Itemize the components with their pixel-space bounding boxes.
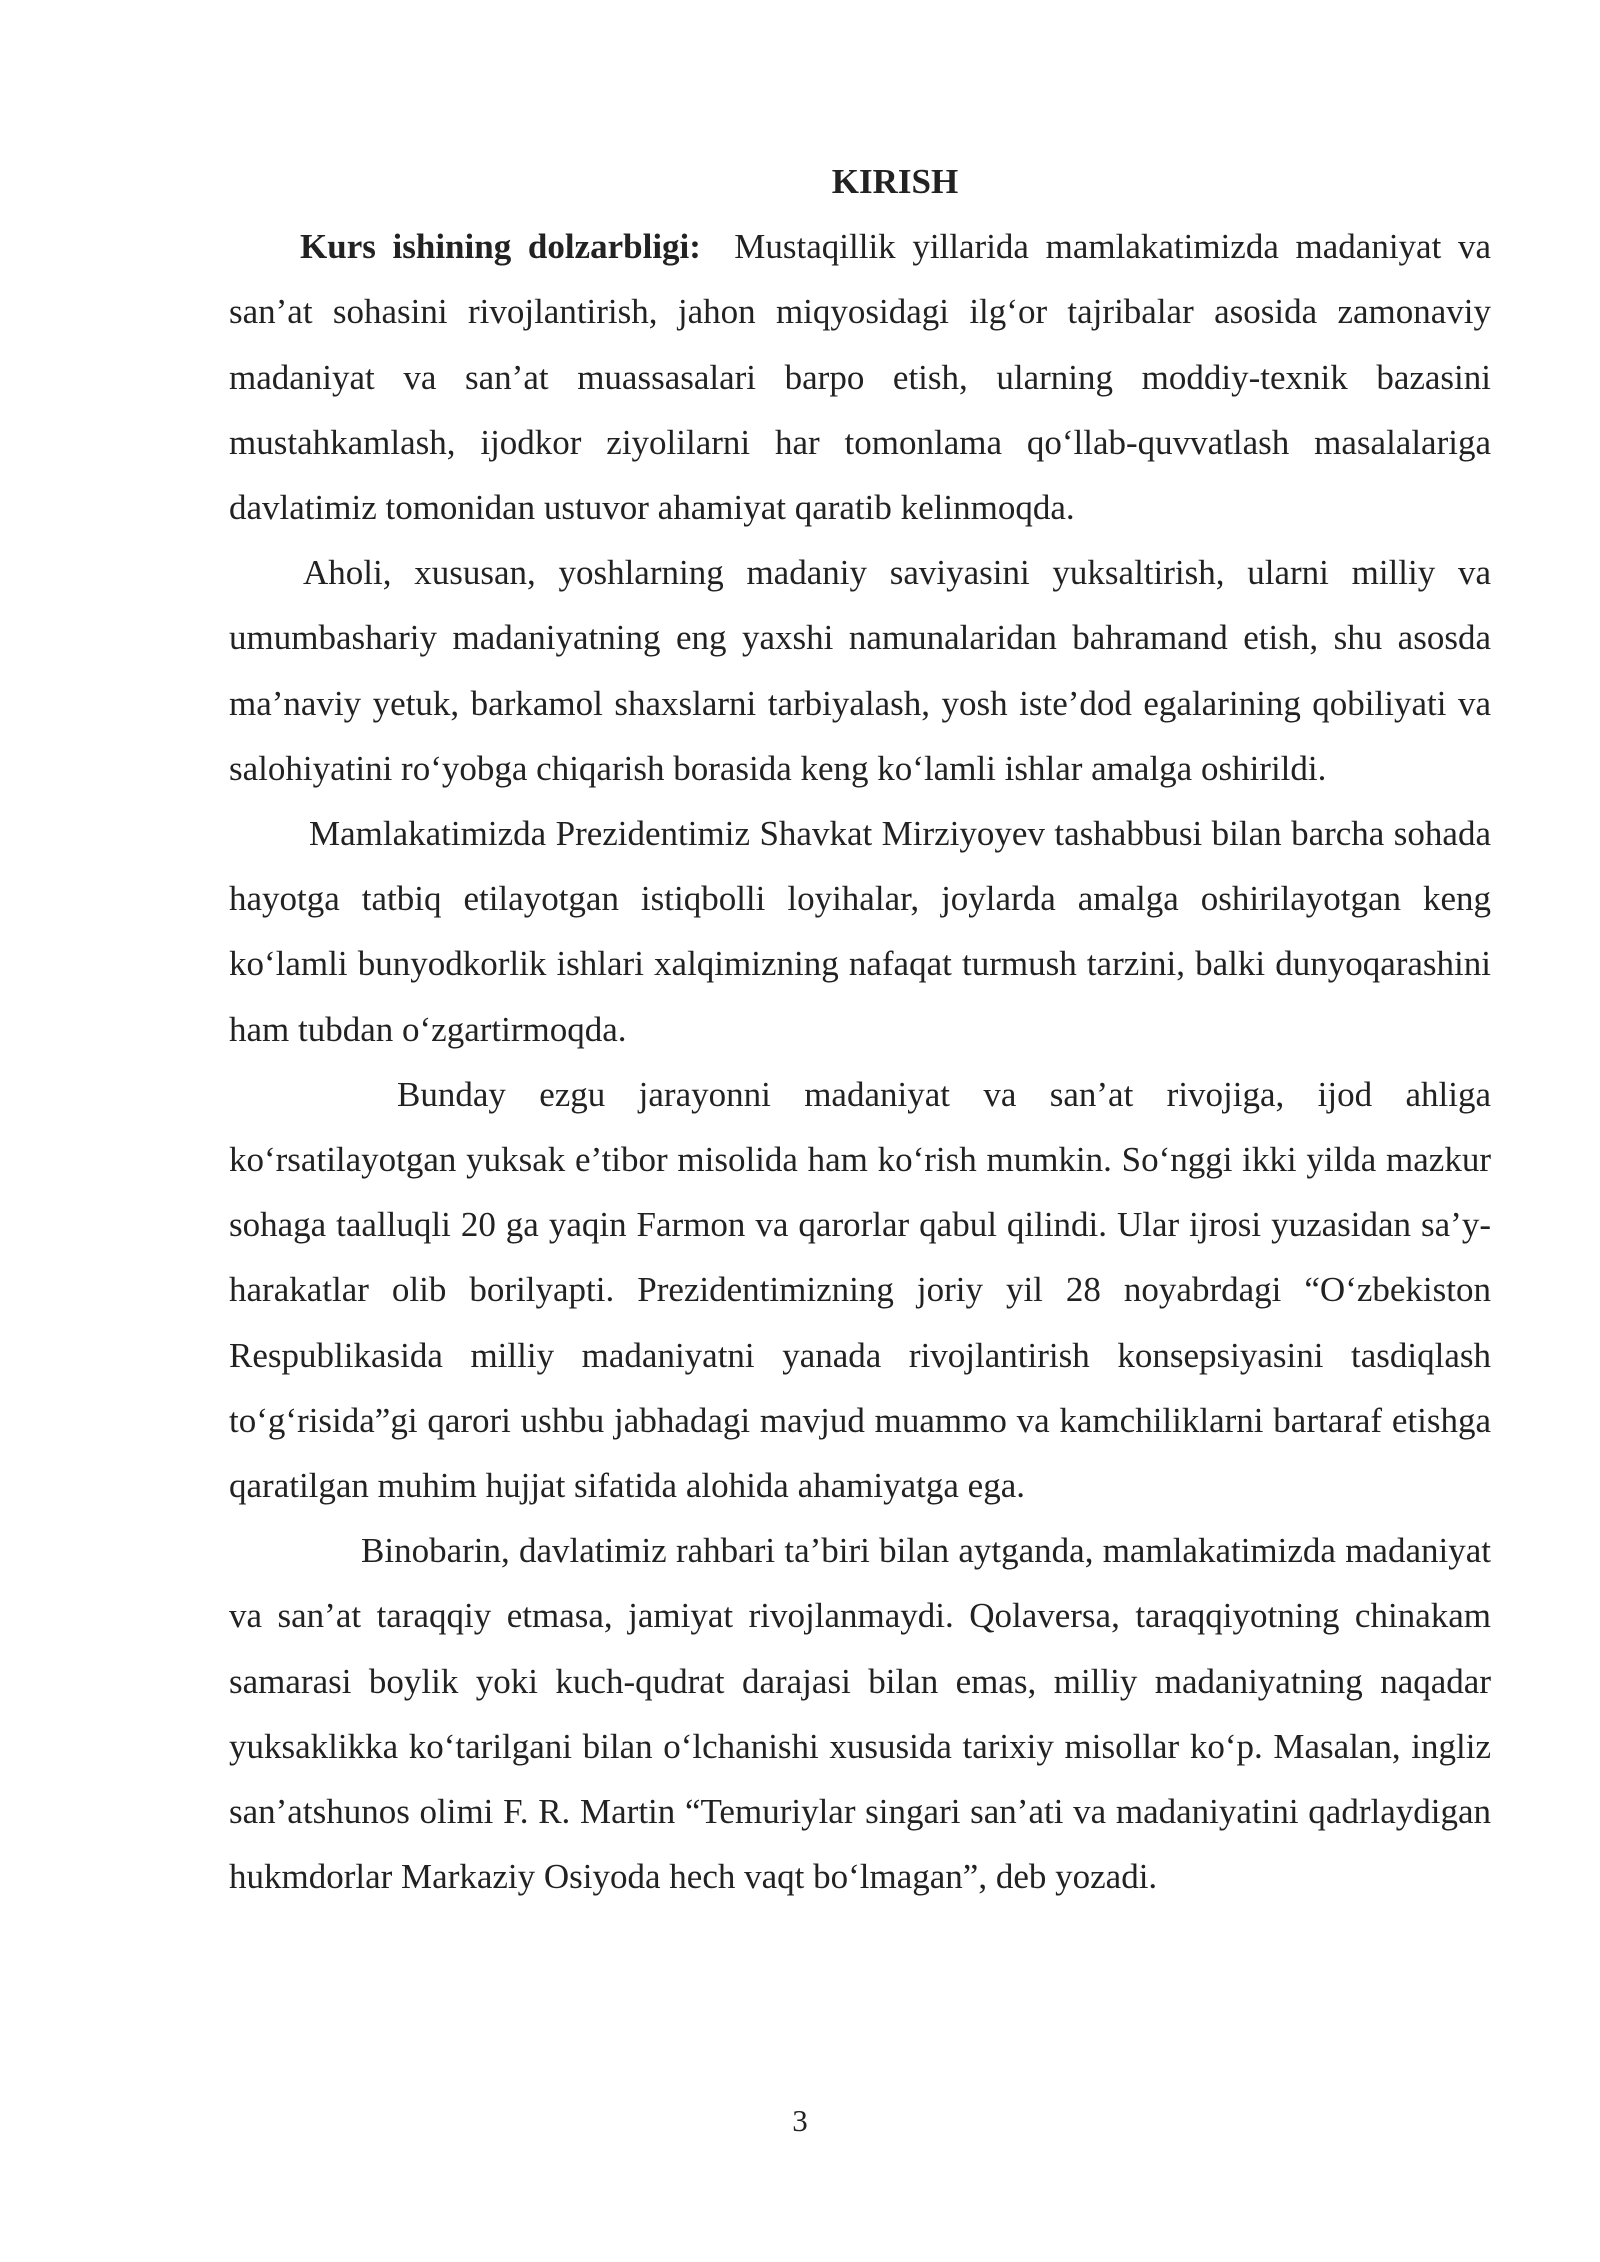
paragraph: Bunday ezgu jarayonni madaniyat va san’at rivojiga, ijod ahliga ko‘rsatilayotgan yuksak e’tibor misolida ham ko‘rish mumkin. So‘nggi ikki yilda mazkur sohaga taalluqli 20 ga yaqin Farmon va qarorlar qabul qilindi. Ular ijrosi yuzasidan sa’y-harakatlar olib borilyapti. Prezidentimizning joriy yil 28 noyabrdagi “O‘zbekiston Respublikasida milliy madaniyatni yanada rivojlantirish konsepsiyasini tasdiqlash to‘g‘risida”gi qarori ushbu jabhadagi mavjud muammo va kamchiliklarni bartaraf etishga qaratilgan muhim hujjat sifatida alohida ahamiyatga ega. xyxy=(229,1074,1491,1506)
page-number: 3 xyxy=(792,2103,808,2138)
paragraph: Mamlakatimizda Prezidentimiz Shavkat Mirziyoyev tashabbusi bilan barcha sohada hayotga tatbiq etilayotgan istiqbolli loyihalar, joylarda amalga oshirilayotgan keng ko‘lamli bunyodkorlik ishlari xalqimizning nafaqat turmush tarzini, balki dunyoqarashini ham tubdan o‘zgartirmoqda. xyxy=(229,814,1491,1049)
intro-heading: Kurs ishining dolzarbligi: xyxy=(300,227,701,267)
paragraph: Binobarin, davlatimiz rahbari ta’biri bilan aytganda, mamlakatimizda madaniyat va san’at taraqqiy etmasa, jamiyat rivojlanmaydi. Qolaversa, taraqqiyotning chinakam samarasi boylik yoki kuch-qudrat darajasi bilan emas, milliy madaniyatning naqadar yuksaklikka ko‘tarilgani bilan o‘lchanishi xususida tarixiy misollar ko‘p. Masalan, ingliz san’atshunos olimi F. R. Martin “Temuriylar singari san’ati va madaniyatini qadrlaydigan hukmdorlar Markaziy Osiyoda hech vaqt bo‘lmagan”, deb yozadi. xyxy=(229,1531,1491,1897)
paragraph-text: Mustaqillik yillarida mamlakatimizda madaniyat va san’at sohasini rivojlantirish, jahon miqyosidagi ilg‘or tajribalar asosida zamonaviy madaniyat va san’at muassasalari barpo etish, ularning moddiy-texnik bazasini mustahkamlash, ijodkor ziyolilarni har tomonlama qo‘llab-quvvatlash masalalariga davlatimiz tomonidan ustuvor ahamiyat qaratib kelinmoqda. xyxy=(229,227,1492,528)
paragraph-relevance xyxy=(229,214,1491,540)
page-title: KIRISH xyxy=(831,162,959,201)
paragraph: Aholi, xususan, yoshlarning madaniy saviyasini yuksaltirish, ularni milliy va umumbashariy madaniyatning eng yaxshi namunalaridan bahramand etish, shu asosda ma’naviy yetuk, barkamol shaxslarni tarbiyalash, yosh iste’dod egalarining qobiliyati va salohiyatini ro‘yobga chiqarish borasida keng ko‘lamli ishlar amalga oshirildi. xyxy=(229,553,1491,788)
page-body xyxy=(229,149,1491,1909)
